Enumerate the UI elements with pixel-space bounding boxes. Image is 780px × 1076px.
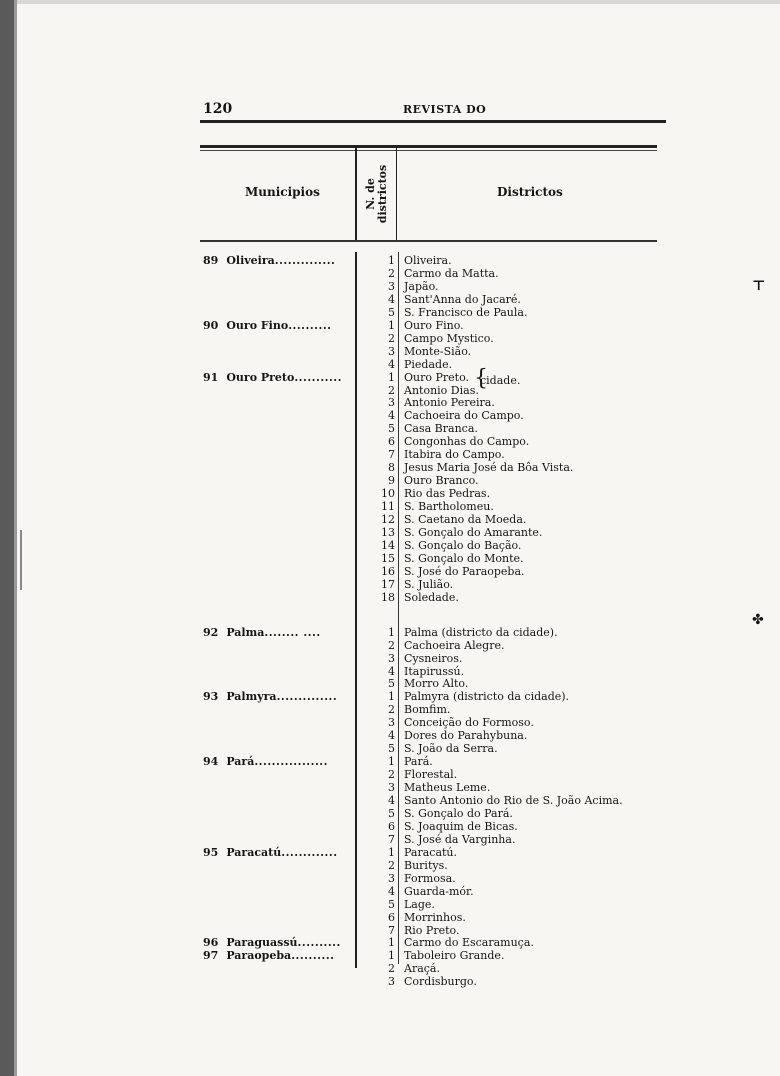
district-number: 10 <box>381 487 395 501</box>
district-number: 2 <box>388 331 395 345</box>
district-name: Carmo da Matta. <box>404 266 499 280</box>
district-name: S. Bartholomeu. <box>404 500 494 514</box>
district-name: Itabira do Campo. <box>404 448 505 462</box>
district-name: Bomfim. <box>404 703 451 717</box>
margin-mark-1: ⊤ <box>752 278 766 294</box>
district-number: 4 <box>388 409 395 423</box>
district-number: 14 <box>381 538 395 552</box>
ouro-preto-note: cidade. <box>480 374 521 387</box>
district-number: 5 <box>388 677 395 691</box>
district-name: Japão. <box>404 279 439 293</box>
leader-dots: ........... <box>294 370 342 384</box>
municipio-name: Paraopeba <box>226 949 292 963</box>
page-number: 120 <box>203 101 233 117</box>
district-name: Morro Alto. <box>404 677 469 691</box>
district-number: 5 <box>388 897 395 911</box>
district-name: Antonio Pereira. <box>404 396 495 410</box>
district-name: Itapirussú. <box>404 664 465 678</box>
leader-dots: ........ .... <box>264 625 321 639</box>
leader-dots: .............. <box>274 254 336 267</box>
leader-dots: .......... <box>288 318 332 332</box>
district-number: 2 <box>388 638 395 652</box>
district-number: 1 <box>388 755 395 769</box>
district-name: Formosa. <box>404 871 456 885</box>
municipio-name: Ouro Fino <box>226 318 289 332</box>
district-number: 1 <box>388 936 395 950</box>
district-number: 8 <box>388 461 395 475</box>
district-name: Lage. <box>404 897 435 911</box>
municipio-name: Paracatú <box>226 845 282 859</box>
table-divider-2 <box>396 148 397 240</box>
column-header-municipios: Municipios <box>245 185 320 199</box>
district-number: 6 <box>388 819 395 833</box>
municipio-number: 93 <box>203 690 219 704</box>
district-number: 2 <box>388 266 395 280</box>
district-number: 11 <box>381 500 395 514</box>
municipio-number: 90 <box>203 318 219 332</box>
district-number: 3 <box>388 279 395 293</box>
district-name: Congonhas do Campo. <box>404 435 530 449</box>
table-top-rule-thin <box>200 150 657 151</box>
table-header-rule <box>200 240 657 242</box>
district-number: 15 <box>381 551 395 565</box>
municipio-name: Paraguassú <box>226 936 298 950</box>
district-number: 1 <box>388 845 395 859</box>
district-name: Soledade. <box>404 590 459 604</box>
district-number: 5 <box>388 742 395 756</box>
district-name: S. Francisco de Paula. <box>404 305 528 319</box>
district-name: Cysneiros. <box>404 651 463 665</box>
municipio-number: 92 <box>203 625 219 639</box>
district-name: Ouro Preto. <box>404 370 469 384</box>
district-name: Buritys. <box>404 858 448 872</box>
district-name: Sant'Anna do Jacaré. <box>404 292 521 306</box>
district-name: Guarda-mór. <box>404 884 474 898</box>
district-number: 1 <box>388 370 395 384</box>
district-name: Palma (districto da cidade). <box>404 625 558 639</box>
district-number: 1 <box>388 690 395 704</box>
district-number: 1 <box>388 318 395 332</box>
district-number: 3 <box>388 651 395 665</box>
district-name: Cordisburgo. <box>404 975 477 989</box>
district-number: 2 <box>388 703 395 717</box>
municipio-number: 96 <box>203 936 219 950</box>
table-top-rule <box>200 145 657 148</box>
district-number: 6 <box>388 910 395 924</box>
district-name: Dores do Parahybuna. <box>404 729 528 743</box>
page-top-edge <box>0 0 780 4</box>
district-name: Matheus Leme. <box>404 781 491 795</box>
district-name: Araçá. <box>404 962 440 976</box>
district-number: 12 <box>381 513 395 526</box>
municipio-name: Palmyra <box>226 690 277 704</box>
leader-dots: ................. <box>254 755 328 769</box>
district-number: 5 <box>388 305 395 319</box>
district-name: Ouro Branco. <box>404 474 479 488</box>
district-name: Palmyra (districto da cidade). <box>404 690 570 704</box>
district-number: 1 <box>388 949 395 963</box>
district-name: Piedade. <box>404 357 453 371</box>
district-name: S. Julião. <box>404 577 454 591</box>
municipio-name: Pará <box>226 755 255 769</box>
district-name: S. Gonçalo do Monte. <box>404 551 524 565</box>
municipio-number: 94 <box>203 755 219 769</box>
district-number: 7 <box>388 448 395 462</box>
municipio-number: 91 <box>203 370 219 384</box>
column-header-n-districtos <box>362 152 392 236</box>
district-number: 3 <box>388 344 395 358</box>
district-number: 1 <box>388 254 395 267</box>
district-name: S. José da Varginha. <box>404 832 516 846</box>
municipio-number: 89 <box>203 254 219 267</box>
district-number: 2 <box>388 768 395 782</box>
municipio-name: Oliveira <box>226 254 275 267</box>
margin-mark-2: ✤ <box>752 612 764 628</box>
district-number: 3 <box>388 716 395 730</box>
running-title: REVISTA DO <box>403 103 487 116</box>
district-number: 2 <box>388 383 395 397</box>
district-number: 4 <box>388 292 395 306</box>
district-name: Rio das Pedras. <box>404 487 491 501</box>
district-name: Cachoeira Alegre. <box>404 638 505 652</box>
district-number: 5 <box>388 806 395 820</box>
district-name: Jesus Maria José da Bôa Vista. <box>404 461 574 475</box>
district-name: Morrinhos. <box>404 910 466 924</box>
district-number: 18 <box>381 590 395 604</box>
district-name: Casa Branca. <box>404 422 478 436</box>
district-name: Ouro Fino. <box>404 318 464 332</box>
district-number: 3 <box>388 396 395 410</box>
municipio-number: 97 <box>203 949 219 963</box>
district-number: 2 <box>388 858 395 872</box>
district-name: Oliveira. <box>404 254 452 267</box>
district-name: Taboleiro Grande. <box>404 949 505 963</box>
district-number: 4 <box>388 884 395 898</box>
district-name: S. Gonçalo do Amarante. <box>404 525 543 539</box>
district-name: S. Gonçalo do Pará. <box>404 806 513 820</box>
table-body-divider-2 <box>398 252 399 964</box>
leader-dots: .............. <box>276 690 338 704</box>
district-number: 4 <box>388 729 395 743</box>
district-number: 4 <box>388 357 395 371</box>
municipio-number: 95 <box>203 845 219 859</box>
district-name: S. Caetano da Moeda. <box>404 513 527 526</box>
district-number: 13 <box>381 525 395 539</box>
district-name: Conceição do Formoso. <box>404 716 534 730</box>
header-rule <box>200 120 666 123</box>
leader-dots: ............. <box>281 845 338 859</box>
district-name: Santo Antonio do Rio de S. João Acima. <box>404 794 623 807</box>
district-name: Campo Mystico. <box>404 331 494 345</box>
district-number: 2 <box>388 962 395 976</box>
district-name: Antonio Dias. <box>404 383 479 397</box>
municipio-name: Ouro Preto <box>226 370 295 384</box>
district-name: Carmo do Escaramuça. <box>404 936 534 950</box>
district-number: 5 <box>388 422 395 436</box>
district-number: 4 <box>388 794 395 807</box>
district-number: 1 <box>388 625 395 639</box>
district-number: 6 <box>388 435 395 449</box>
leader-dots: .......... <box>297 936 341 950</box>
table-divider-1 <box>355 148 357 240</box>
district-name: Rio Preto. <box>404 923 460 937</box>
column-header-districtos: Districtos <box>497 185 563 199</box>
municipio-name: Palma <box>226 625 265 639</box>
district-number: 3 <box>388 781 395 795</box>
district-name: S. José do Paraopeba. <box>404 564 525 578</box>
column-header-n-text: N. de districtos <box>364 164 389 224</box>
district-number: 7 <box>388 832 395 846</box>
district-name: Cachoeira do Campo. <box>404 409 524 423</box>
district-number: 3 <box>388 871 395 885</box>
district-name: Florestal. <box>404 768 458 782</box>
district-number: 4 <box>388 664 395 678</box>
district-name: S. Gonçalo do Bação. <box>404 538 522 552</box>
district-number: 7 <box>388 923 395 937</box>
district-number: 16 <box>381 564 395 578</box>
leader-dots: .......... <box>291 949 335 963</box>
district-name: Paracatú. <box>404 845 458 859</box>
district-number: 9 <box>388 474 395 488</box>
district-name: S. Joaquim de Bicas. <box>404 819 518 833</box>
district-name: Monte-Sião. <box>404 344 472 358</box>
brace-mark: { <box>474 366 488 391</box>
district-number: 17 <box>381 577 395 591</box>
district-number: 3 <box>388 975 395 989</box>
district-name: Pará. <box>404 755 433 769</box>
district-name: S. João da Serra. <box>404 742 498 756</box>
